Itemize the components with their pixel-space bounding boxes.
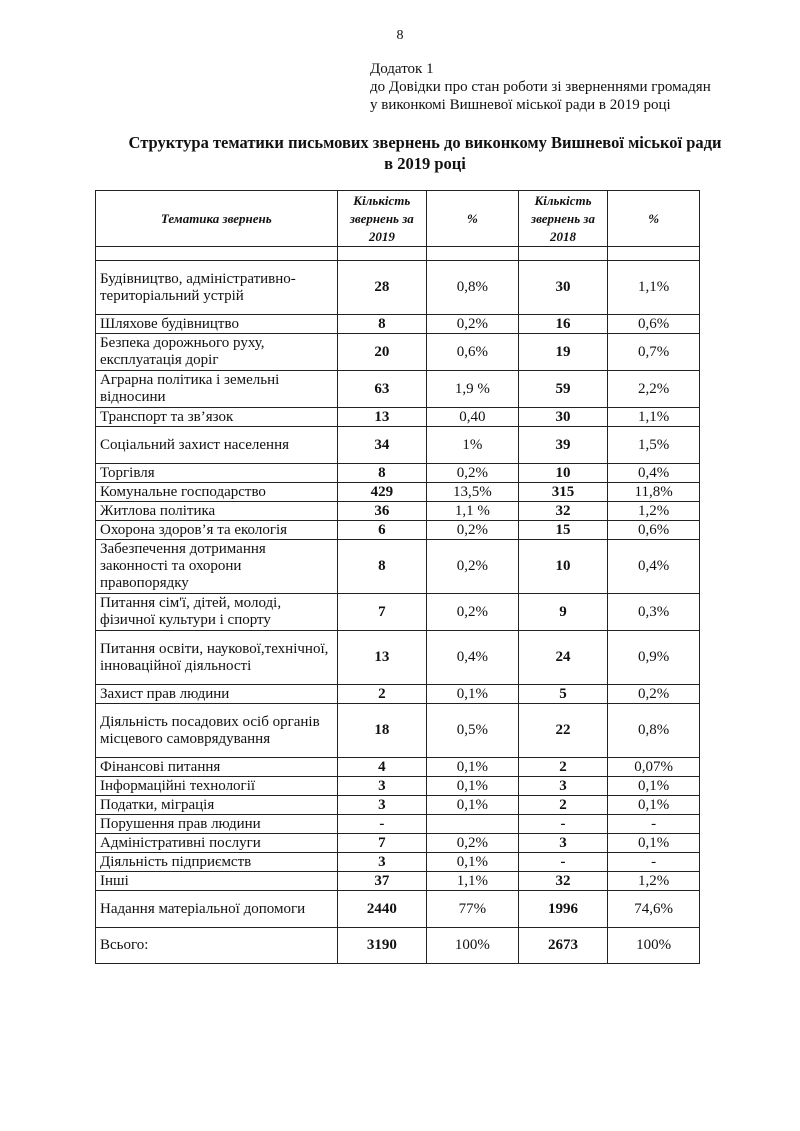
row-count-2019: 3 [337,796,426,815]
table-row [96,540,700,594]
table-row [96,758,700,777]
row-count-2018: 10 [518,464,607,483]
row-pct-2019: 0,2% [427,315,519,334]
row-pct-2019: 0,8% [427,261,519,315]
table-row [96,427,700,464]
row-topic: Діяльність посадових осіб органів місцевого самоврядування [96,704,338,758]
row-count-2018: 24 [518,631,607,685]
row-topic: Будівництво, адміністративно-територіальний устрій [96,261,338,315]
row-topic: Порушення прав людини [96,815,338,834]
row-topic: Захист прав людини [96,685,338,704]
row-count-2019: 28 [337,261,426,315]
row-count-2019: 8 [337,315,426,334]
table-row [96,483,700,502]
row-pct-2019: 0,1% [427,796,519,815]
row-pct-2019: 0,1% [427,853,519,872]
row-count-2019: 20 [337,334,426,371]
row-topic: Аграрна політика і земельні відносини [96,371,338,408]
table-row [96,685,700,704]
row-pct-2018: 1,2% [608,502,700,521]
row-pct-2018: 0,4% [608,464,700,483]
row-count-2018: 10 [518,540,607,594]
row-count-2019: 13 [337,408,426,427]
row-pct-2019: 0,4% [427,631,519,685]
row-topic: Охорона здоров’я та екологія [96,521,338,540]
table-row [96,704,700,758]
table-row [96,371,700,408]
row-pct-2018: 0,7% [608,334,700,371]
row-pct-2019: 1,1% [427,872,519,891]
row-count-2018: 30 [518,408,607,427]
row-pct-2018: 0,6% [608,315,700,334]
row-count-2019: 13 [337,631,426,685]
table-row [96,815,700,834]
row-topic: Надання матеріальної допомоги [96,891,338,928]
title-line-1: Структура тематики письмових звернень до виконкому Вишневої міської ради [128,133,722,152]
row-count-2018: 32 [518,872,607,891]
header-pct-2019: % [427,191,519,247]
row-pct-2018: - [608,853,700,872]
row-pct-2018: 1,2% [608,872,700,891]
row-count-2018: 2 [518,796,607,815]
table-row [96,891,700,928]
row-topic: Забезпечення дотримання законності та охорони правопорядку [96,540,338,594]
row-pct-2019: 0,2% [427,834,519,853]
header-topic: Тематика звернень [96,191,338,247]
row-count-2018: 315 [518,483,607,502]
row-pct-2018: 74,6% [608,891,700,928]
row-topic: Податки, міграція [96,796,338,815]
row-count-2018: 16 [518,315,607,334]
row-topic: Житлова політика [96,502,338,521]
total-pct-2019: 100% [427,928,519,964]
table-header-row [96,191,700,247]
row-pct-2019: 77% [427,891,519,928]
row-pct-2019 [427,815,519,834]
appendix-note [370,60,711,114]
title-line-2: в 2019 році [384,154,466,173]
row-count-2018: 1996 [518,891,607,928]
row-pct-2019: 1,9 % [427,371,519,408]
row-count-2019: 2 [337,685,426,704]
row-pct-2019: 13,5% [427,483,519,502]
row-pct-2018: 0,4% [608,540,700,594]
row-pct-2019: 1,1 % [427,502,519,521]
row-pct-2019: 0,1% [427,685,519,704]
row-count-2019: 429 [337,483,426,502]
row-count-2019: 8 [337,464,426,483]
row-count-2019: 37 [337,872,426,891]
row-count-2019: 2440 [337,891,426,928]
row-count-2018: 32 [518,502,607,521]
table-row [96,464,700,483]
row-count-2018: 59 [518,371,607,408]
row-pct-2018: 0,6% [608,521,700,540]
row-pct-2018: 0,1% [608,777,700,796]
appendix-line-2: до Довідки про стан роботи зі зверненнями громадян [370,79,711,95]
row-count-2018: 2 [518,758,607,777]
row-count-2019: 3 [337,777,426,796]
row-count-2019: 3 [337,853,426,872]
row-count-2018: 39 [518,427,607,464]
header-count-2019: Кількість звернень за 2019 [337,191,426,247]
row-pct-2019: 0,40 [427,408,519,427]
row-pct-2018: 0,2% [608,685,700,704]
appeals-table [95,190,700,964]
row-pct-2018: - [608,815,700,834]
table-row [96,631,700,685]
document-title [90,132,760,174]
row-pct-2018: 0,1% [608,834,700,853]
row-pct-2018: 1,5% [608,427,700,464]
row-count-2018: 9 [518,594,607,631]
row-topic: Питання сім'ї, дітей, молоді, фізичної культури і спорту [96,594,338,631]
table-row [96,315,700,334]
row-topic: Безпека дорожнього руху, експлуатація доріг [96,334,338,371]
row-topic: Комунальне господарство [96,483,338,502]
row-pct-2018: 0,1% [608,796,700,815]
table-total-row [96,928,700,964]
row-topic: Соціальний захист населення [96,427,338,464]
row-count-2019: 36 [337,502,426,521]
table-row [96,502,700,521]
page-number: 8 [396,28,404,43]
row-count-2019: 7 [337,594,426,631]
total-label: Всього: [96,928,338,964]
row-pct-2019: 0,6% [427,334,519,371]
row-count-2018: 5 [518,685,607,704]
row-pct-2018: 0,9% [608,631,700,685]
table-row [96,777,700,796]
row-count-2019: 4 [337,758,426,777]
row-pct-2019: 0,2% [427,540,519,594]
row-pct-2018: 0,3% [608,594,700,631]
row-count-2018: 22 [518,704,607,758]
table-row [96,853,700,872]
table-row [96,261,700,315]
row-pct-2018: 1,1% [608,261,700,315]
row-topic: Фінансові питання [96,758,338,777]
table-body [96,261,700,928]
row-topic: Торгівля [96,464,338,483]
table-row [96,408,700,427]
row-count-2019: 7 [337,834,426,853]
row-pct-2018: 0,8% [608,704,700,758]
table-row [96,834,700,853]
table-row [96,872,700,891]
row-pct-2019: 0,1% [427,758,519,777]
row-pct-2019: 0,2% [427,594,519,631]
row-count-2018: 19 [518,334,607,371]
row-topic: Діяльність підприємств [96,853,338,872]
row-pct-2019: 0,5% [427,704,519,758]
row-count-2019: 63 [337,371,426,408]
table-row [96,521,700,540]
row-count-2018: - [518,815,607,834]
total-pct-2018: 100% [608,928,700,964]
row-topic: Транспорт та зв’язок [96,408,338,427]
row-topic: Інші [96,872,338,891]
row-topic: Інформаційні технології [96,777,338,796]
row-count-2019: 6 [337,521,426,540]
row-count-2019: - [337,815,426,834]
row-count-2018: - [518,853,607,872]
header-count-2018: Кількість звернень за 2018 [518,191,607,247]
row-pct-2019: 0,1% [427,777,519,796]
row-topic: Питання освіти, наукової,технічної, інноваційної діяльності [96,631,338,685]
row-count-2019: 18 [337,704,426,758]
row-count-2019: 8 [337,540,426,594]
row-count-2019: 34 [337,427,426,464]
row-pct-2018: 0,07% [608,758,700,777]
row-count-2018: 3 [518,777,607,796]
appendix-line-3: у виконкомі Вишневої міської ради в 2019 році [370,97,671,113]
row-topic: Шляхове будівництво [96,315,338,334]
table-row [96,796,700,815]
row-count-2018: 15 [518,521,607,540]
total-count-2018: 2673 [518,928,607,964]
row-pct-2018: 2,2% [608,371,700,408]
row-count-2018: 3 [518,834,607,853]
row-count-2018: 30 [518,261,607,315]
row-pct-2019: 0,2% [427,464,519,483]
table-row [96,334,700,371]
row-topic: Адміністративні послуги [96,834,338,853]
header-pct-2018: % [608,191,700,247]
row-pct-2018: 1,1% [608,408,700,427]
table-spacer-row [96,247,700,261]
appendix-line-1: Додаток 1 [370,61,434,77]
row-pct-2018: 11,8% [608,483,700,502]
table-row [96,594,700,631]
row-pct-2019: 1% [427,427,519,464]
row-pct-2019: 0,2% [427,521,519,540]
total-count-2019: 3190 [337,928,426,964]
